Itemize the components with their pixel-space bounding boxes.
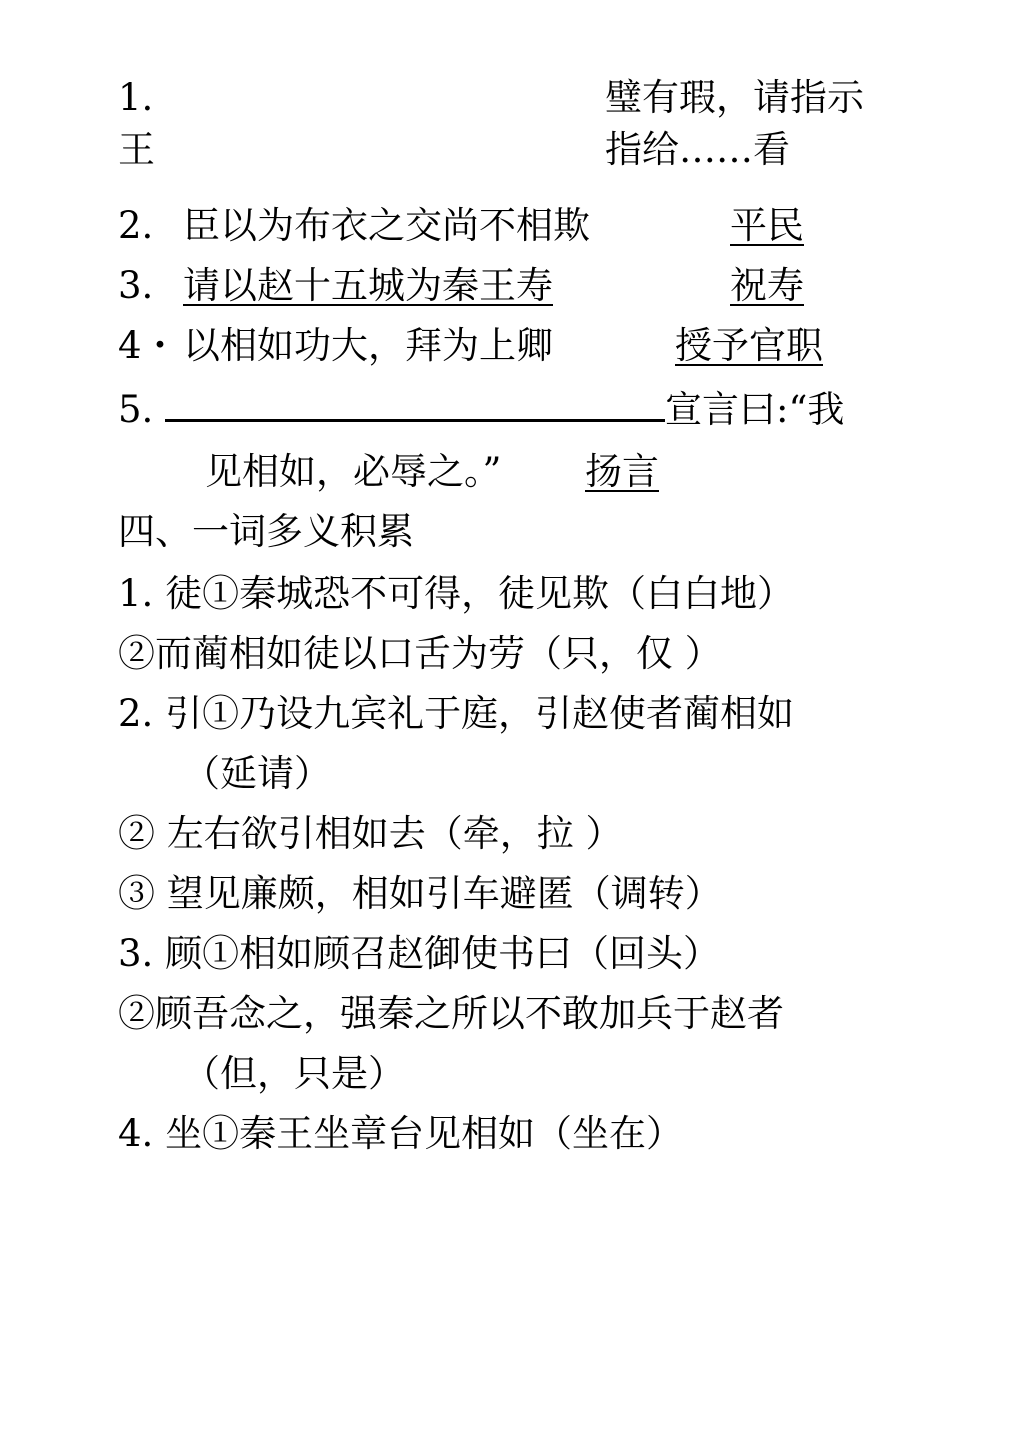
entry-line: 3. 顾①相如顾召赵御使书曰（回头） — [118, 932, 721, 975]
entry-line: ③ 望见廉颇，相如引车避匿（调转） — [118, 872, 722, 915]
item5-number: 5. — [118, 388, 154, 431]
item1-right-line1: 璧有瑕，请指示 — [605, 76, 864, 119]
item1-number: 1. — [118, 76, 154, 119]
section4-heading: 四、一词多义积累 — [118, 510, 414, 553]
item1-right-line2: 指给……看 — [605, 128, 790, 171]
entry-line: （但，只是） — [183, 1052, 405, 1095]
item4-answer: 授予官职 — [675, 324, 823, 367]
item5-right-text: 宣言曰:“我 — [665, 388, 845, 431]
fill-in-blank-line — [165, 391, 665, 422]
item2-answer: 平民 — [730, 204, 804, 247]
item3-number: 3. — [118, 264, 154, 307]
item5-line2: 见相如，必辱之。” — [205, 450, 502, 493]
item3-answer: 祝寿 — [730, 264, 804, 307]
entry-line: 1. 徒①秦城恐不可得，徒见欺（白白地） — [118, 572, 795, 615]
entry-line: 4. 坐①秦王坐章台见相如（坐在） — [118, 1112, 684, 1155]
item5-answer: 扬言 — [585, 450, 659, 493]
item3-sentence — [183, 264, 809, 308]
item1-left-word: 王 — [118, 128, 155, 171]
entry-line: （延请） — [183, 752, 331, 795]
item5-blank — [165, 388, 665, 432]
item3-sentence-text: 请以赵十五城为秦王寿 — [183, 264, 553, 307]
entry-line: 2. 引①乃设九宾礼于庭，引赵使者蔺相如 — [118, 692, 795, 735]
item2-sentence: 臣以为布衣之交尚不相欺 — [183, 204, 590, 247]
item4-sentence: 以相如功大，拜为上卿 — [183, 324, 553, 367]
entry-line: ②顾吾念之，强秦之所以不敢加兵于赵者 — [118, 992, 784, 1035]
entry-line: ② 左右欲引相如去（牵，拉 ） — [118, 812, 623, 855]
entry-line: ②而蔺相如徒以口舌为劳（只，仅 ） — [118, 632, 722, 675]
item2-number: 2. — [118, 204, 154, 247]
item4-number: 4・ — [118, 324, 179, 367]
